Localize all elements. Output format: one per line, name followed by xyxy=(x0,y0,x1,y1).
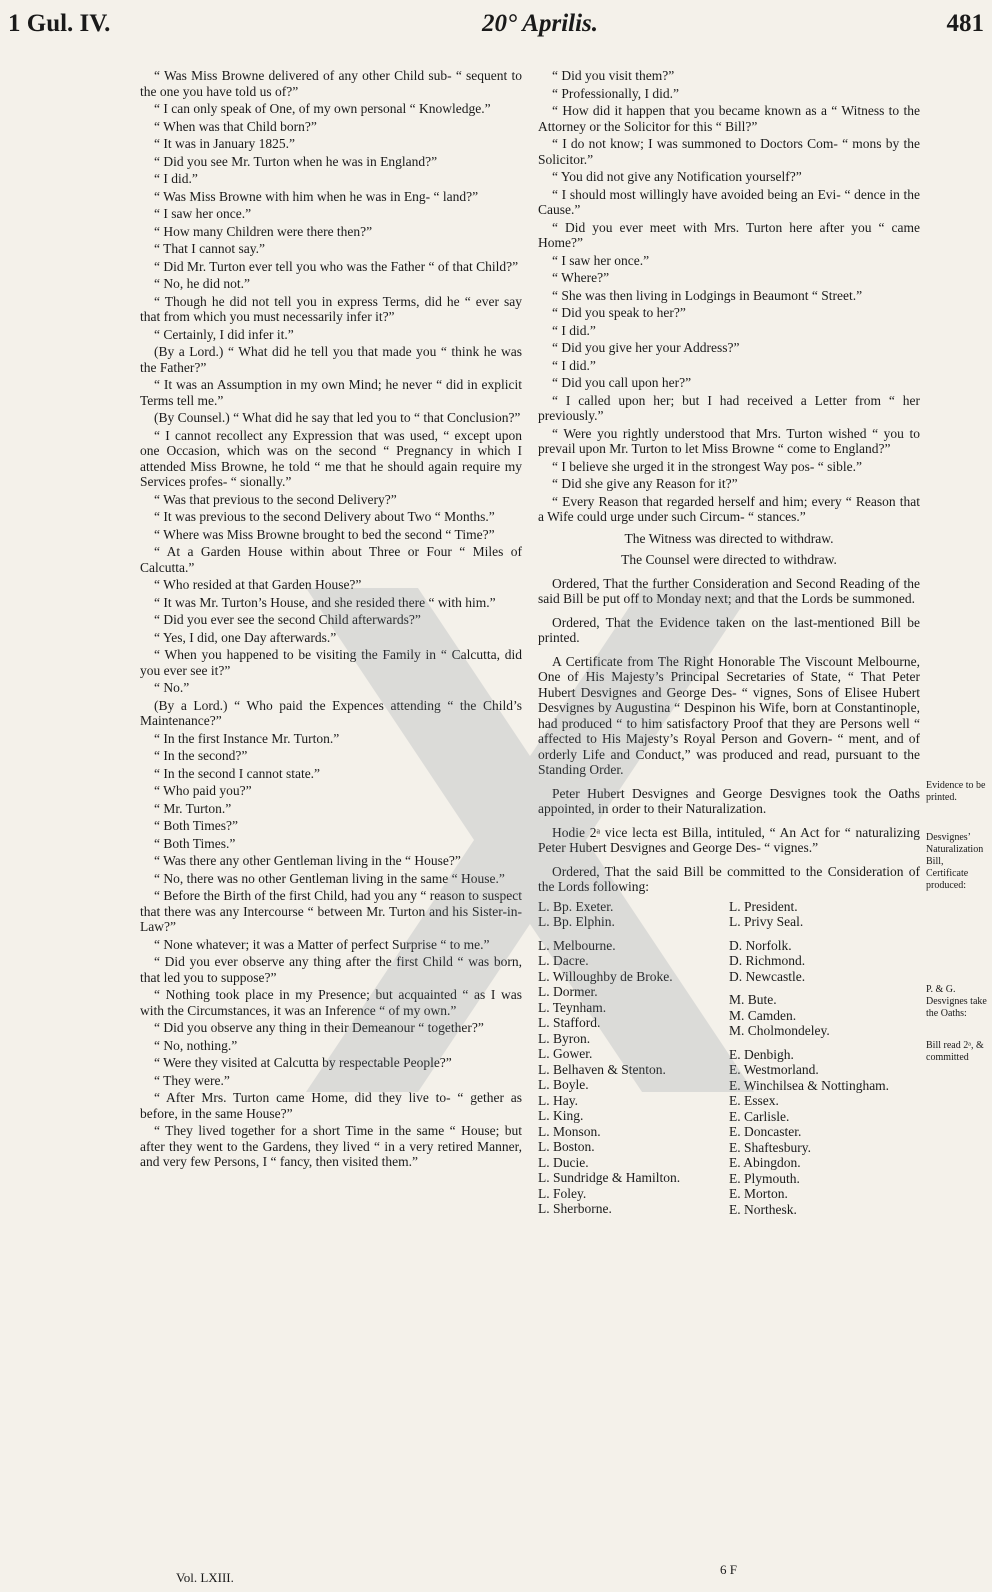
testimony-line: “ Though he did not tell you in express Terms, did he “ ever say that from which you must necessarily infer it?” xyxy=(140,293,522,324)
testimony-line: “ Did you give her your Address?” xyxy=(552,340,740,355)
testimony-line: “ Before the Birth of the first Child, had you any “ reason to suspect that there was any Intercourse “ between Mr. Turton and his Sister-in-Law?” xyxy=(140,888,522,934)
lord-name: L. Teynham. xyxy=(538,999,607,1015)
testimony-line: “ No, he did not.” xyxy=(154,276,250,291)
testimony-line: “ Every Reason that regarded herself and him; every “ Reason that a Wife could urge under such Circum- “ stances.” xyxy=(538,493,920,524)
margin-note-oaths: P. & G. Desvignes take the Oaths: xyxy=(926,984,987,1019)
testimony-line: “ I called upon her; but I had received a Letter from “ her previously.” xyxy=(538,392,920,423)
lord-name: E. Westmorland. xyxy=(729,1062,819,1077)
testimony-line: “ Yes, I did, one Day afterwards.” xyxy=(154,629,337,645)
testimony-line: “ Both Times.” xyxy=(154,835,236,851)
lord-name: L. Boyle. xyxy=(538,1077,589,1092)
testimony-line: “ Did you call upon her?” xyxy=(552,375,692,390)
lord-name: M. Cholmondeley. xyxy=(729,1023,830,1038)
testimony-line: “ Did you see Mr. Turton when he was in England?” xyxy=(154,153,438,169)
lord-name: D. Newcastle. xyxy=(729,968,806,984)
naturalization-certificate: A Certificate from The Right Honorable The Viscount Melbourne, One of His Majesty’s Principal Secretaries of State, “ That Peter Hubert Desvignes and George Des- “ vignes, Sons of Elisee Hubert Desvignes by Augustina “ Despinon his Wife, born at Constantinople, had produced “ to him satisfactory Proof that they are Persons well “ affected to His Majesty’s Royal Person and Govern- “ ment, and of orderly Life and Conduct,” was produced and read, pursuant to the Standing Order. xyxy=(538,653,920,777)
lord-name: E. Abingdon. xyxy=(729,1155,801,1170)
testimony-line: “ I do not know; I was summoned to Doctors Com- “ mons by the Solicitor.” xyxy=(538,136,920,167)
lord-name: L. Dormer. xyxy=(538,984,598,999)
testimony-line: “ No, nothing.” xyxy=(154,1037,238,1053)
testimony-line: “ How many Children were there then?” xyxy=(154,223,373,239)
lord-name: L. Boston. xyxy=(538,1139,595,1154)
lord-name: L. Stafford. xyxy=(538,1015,601,1030)
testimony-line: “ Did you observe any thing in their Demeanour “ together?” xyxy=(154,1020,484,1035)
lord-name: D. Norfolk. xyxy=(729,937,792,953)
testimony-line: “ Did Mr. Turton ever tell you who was the Father “ of that Child?” xyxy=(154,258,519,274)
testimony-line: “ In the first Instance Mr. Turton.” xyxy=(154,730,340,746)
testimony-line: “ Where was Miss Browne brought to bed the second “ Time?” xyxy=(154,526,495,542)
lord-name: E. Northesk. xyxy=(729,1201,797,1217)
lord-name: E. Denbigh. xyxy=(729,1046,794,1062)
margin-note-evidence: Evidence to be printed. xyxy=(926,780,986,803)
testimony-line: “ In the second?” xyxy=(154,748,248,763)
testimony-line: “ She was then living in Lodgings in Beaumont “ Street.” xyxy=(552,287,863,303)
lord-name: M. Bute. xyxy=(729,992,777,1007)
lord-name: L. Belhaven & Stenton. xyxy=(538,1061,666,1077)
testimony-line: “ I saw her once.” xyxy=(154,206,252,221)
header-regnal-year: 1 Gul. IV. xyxy=(8,10,111,37)
lord-name: E. Shaftesbury. xyxy=(729,1139,811,1155)
lord-name: L. Privy Seal. xyxy=(729,914,804,929)
testimony-line: “ When was that Child born?” xyxy=(154,118,317,134)
oaths-paragraph: Peter Hubert Desvignes and George Desvignes took the Oaths appointed, in order to their Naturalization. xyxy=(538,785,920,816)
testimony-line: “ Were they visited at Calcutta by respectable People?” xyxy=(154,1055,452,1070)
lord-name: E. Morton. xyxy=(729,1186,788,1201)
testimony-line: “ That I cannot say.” xyxy=(154,241,265,256)
footer-signature: 6 F xyxy=(720,1562,737,1577)
testimony-line: (By Counsel.) “ What did he say that led you to “ that Conclusion?” xyxy=(154,410,521,425)
lords-list-column-2 xyxy=(729,899,920,1218)
testimony-line: “ I should most willingly have avoided being an Evi- “ dence in the Cause.” xyxy=(538,186,920,217)
lord-name: E. Doncaster. xyxy=(729,1124,802,1139)
testimony-line: “ Did you visit them?” xyxy=(552,68,675,83)
testimony-line: “ When you happened to be visiting the Family in “ Calcutta, did you ever see it?” xyxy=(140,647,522,678)
testimony-line: “ Was Miss Browne delivered of any other Child sub- “ sequent to the one you have told us of?” xyxy=(140,68,522,99)
lord-name: L. Bp. Elphin. xyxy=(538,914,615,929)
margin-note-bill: Bill read 2ᵃ, & committed xyxy=(926,1040,984,1063)
testimony-line: “ Nothing took place in my Presence; but acquainted “ as I was with the Circumstances, it was an Inference “ of my own.” xyxy=(140,987,522,1018)
testimony-line: “ Did she give any Reason for it?” xyxy=(552,476,738,491)
testimony-line: “ I did.” xyxy=(154,171,198,186)
testimony-line: “ No, there was no other Gentleman living in the same “ House.” xyxy=(154,870,505,886)
lord-name: L. President. xyxy=(729,898,798,914)
testimony-line: “ It was in January 1825.” xyxy=(154,136,295,151)
lords-list-column-1 xyxy=(538,899,729,1218)
lord-name: L. Willoughby de Broke. xyxy=(538,968,673,984)
lord-name: E. Plymouth. xyxy=(729,1170,800,1186)
lord-name: L. Hay. xyxy=(538,1092,578,1108)
testimony-line: “ Did you ever meet with Mrs. Turton here after you “ came Home?” xyxy=(538,219,920,250)
lord-name: L. King. xyxy=(538,1108,584,1123)
lord-name: D. Richmond. xyxy=(729,953,806,968)
testimony-line: “ Certainly, I did infer it.” xyxy=(154,326,294,342)
order-second-reading: Ordered, That the further Consideration and Second Reading of the said Bill be put off to Monday next; and that the Lords be summoned. xyxy=(538,575,920,606)
testimony-line: “ Did you speak to her?” xyxy=(552,305,686,320)
lord-name: E. Winchilsea & Nottingham. xyxy=(729,1077,890,1093)
lord-name: L. Byron. xyxy=(538,1030,591,1046)
right-testimony xyxy=(538,68,920,525)
testimony-line: “ No.” xyxy=(154,680,190,695)
lord-name: E. Carlisle. xyxy=(729,1108,790,1124)
committed-paragraph: Ordered, That the said Bill be committed to the Consideration of the Lords following: xyxy=(538,863,920,894)
testimony-line: “ It was Mr. Turton’s House, and she resided there “ with him.” xyxy=(154,594,496,610)
testimony-line: “ Both Times?” xyxy=(154,818,239,833)
lord-name: L. Foley. xyxy=(538,1185,587,1201)
lord-name: E. Essex. xyxy=(729,1093,779,1108)
testimony-line: (By a Lord.) “ Who paid the Expences attending “ the Child’s Maintenance?” xyxy=(140,697,522,728)
testimony-line: “ I did.” xyxy=(552,357,596,373)
lord-name: L. Melbourne. xyxy=(538,937,616,953)
page-number: 481 xyxy=(946,10,984,37)
testimony-line: “ Who paid you?” xyxy=(154,783,252,798)
testimony-line: “ I cannot recollect any Expression that was used, “ except upon one Occasion, which was on the second “ Pregnancy in which I attended Miss Browne, he told “ me that he should again require my Services profes- “ sionally.” xyxy=(140,427,522,489)
testimony-line: “ None whatever; it was a Matter of perfect Surprise “ to me.” xyxy=(154,936,490,952)
testimony-line: “ Did you ever see the second Child afterwards?” xyxy=(154,612,421,627)
testimony-line: “ It was an Assumption in my own Mind; he never “ did in explicit Terms tell me.” xyxy=(140,377,522,408)
testimony-line: “ Was Miss Browne with him when he was in Eng- “ land?” xyxy=(154,188,479,204)
lord-name: L. Dacre. xyxy=(538,953,589,968)
header-date: 20° Aprilis. xyxy=(481,10,599,37)
testimony-line: “ Was that previous to the second Delivery?” xyxy=(154,491,397,507)
testimony-line: “ I believe she urged it in the strongest Way pos- “ sible.” xyxy=(552,458,862,474)
lords-list xyxy=(538,899,920,1218)
lord-name: M. Camden. xyxy=(729,1007,797,1023)
lord-name: L. Sundridge & Hamilton. xyxy=(538,1170,681,1185)
testimony-line: “ They lived together for a short Time in the same “ House; but after they went to the Gardens, they lived “ in a very retired Manner, and very few Persons, I “ fancy, then visited them.” xyxy=(140,1123,522,1169)
testimony-line: “ It was previous to the second Delivery about Two “ Months.” xyxy=(154,509,495,524)
testimony-line: “ They were.” xyxy=(154,1072,230,1088)
witness-withdraw-line: The Witness was directed to withdraw. xyxy=(624,530,834,546)
counsel-withdraw-line: The Counsel were directed to withdraw. xyxy=(621,552,837,567)
lord-name: L. Monson. xyxy=(538,1123,601,1139)
right-column xyxy=(538,68,920,1217)
margin-note-certificate: Desvignes’ Naturalization Bill, Certificate produced: xyxy=(926,832,984,891)
footer-volume: Vol. LXIII. xyxy=(176,1570,234,1585)
testimony-line: “ Did you ever observe any thing after the first Child “ was born, that led you to suppose?” xyxy=(140,954,522,985)
testimony-line: “ In the second I cannot state.” xyxy=(154,765,321,781)
testimony-line: “ How did it happen that you became known as a “ Witness to the Attorney or the Solicitor for this “ Bill?” xyxy=(538,103,920,134)
testimony-line: “ I can only speak of One, of my own personal “ Knowledge.” xyxy=(154,101,491,116)
hodie-paragraph: Hodie 2ᵃ vice lecta est Billa, intituled, “ An Act for “ naturalizing Peter Hubert Desvignes and George Des- “ vignes.” xyxy=(538,824,920,855)
lord-name: L. Sherborne. xyxy=(538,1201,612,1216)
testimony-line: “ Who resided at that Garden House?” xyxy=(154,577,362,592)
testimony-line: “ At a Garden House within about Three or Four “ Miles of Calcutta.” xyxy=(140,544,522,575)
testimony-line: (By a Lord.) “ What did he tell you that made you “ think he was the Father?” xyxy=(140,344,522,375)
testimony-line: “ Where?” xyxy=(552,270,610,285)
order-evidence-printed: Ordered, That the Evidence taken on the last-mentioned Bill be printed. xyxy=(538,614,920,645)
testimony-line: “ Were you rightly understood that Mrs. Turton wished “ you to prevail upon Mr. Turton to let Miss Browne “ come to England?” xyxy=(538,425,920,456)
lord-name: L. Bp. Exeter. xyxy=(538,898,614,914)
testimony-line: “ You did not give any Notification yourself?” xyxy=(552,169,802,184)
left-column xyxy=(140,68,522,1172)
testimony-line: “ Mr. Turton.” xyxy=(154,800,232,816)
testimony-line: “ Was there any other Gentleman living in the “ House?” xyxy=(154,853,461,868)
lord-name: L. Ducie. xyxy=(538,1154,589,1170)
testimony-line: “ After Mrs. Turton came Home, did they live to- “ gether as before, in the same House?” xyxy=(140,1090,522,1121)
testimony-line: “ I did.” xyxy=(552,322,596,338)
lord-name: L. Gower. xyxy=(538,1046,593,1061)
testimony-line: “ Professionally, I did.” xyxy=(552,85,679,101)
testimony-line: “ I saw her once.” xyxy=(552,252,650,268)
